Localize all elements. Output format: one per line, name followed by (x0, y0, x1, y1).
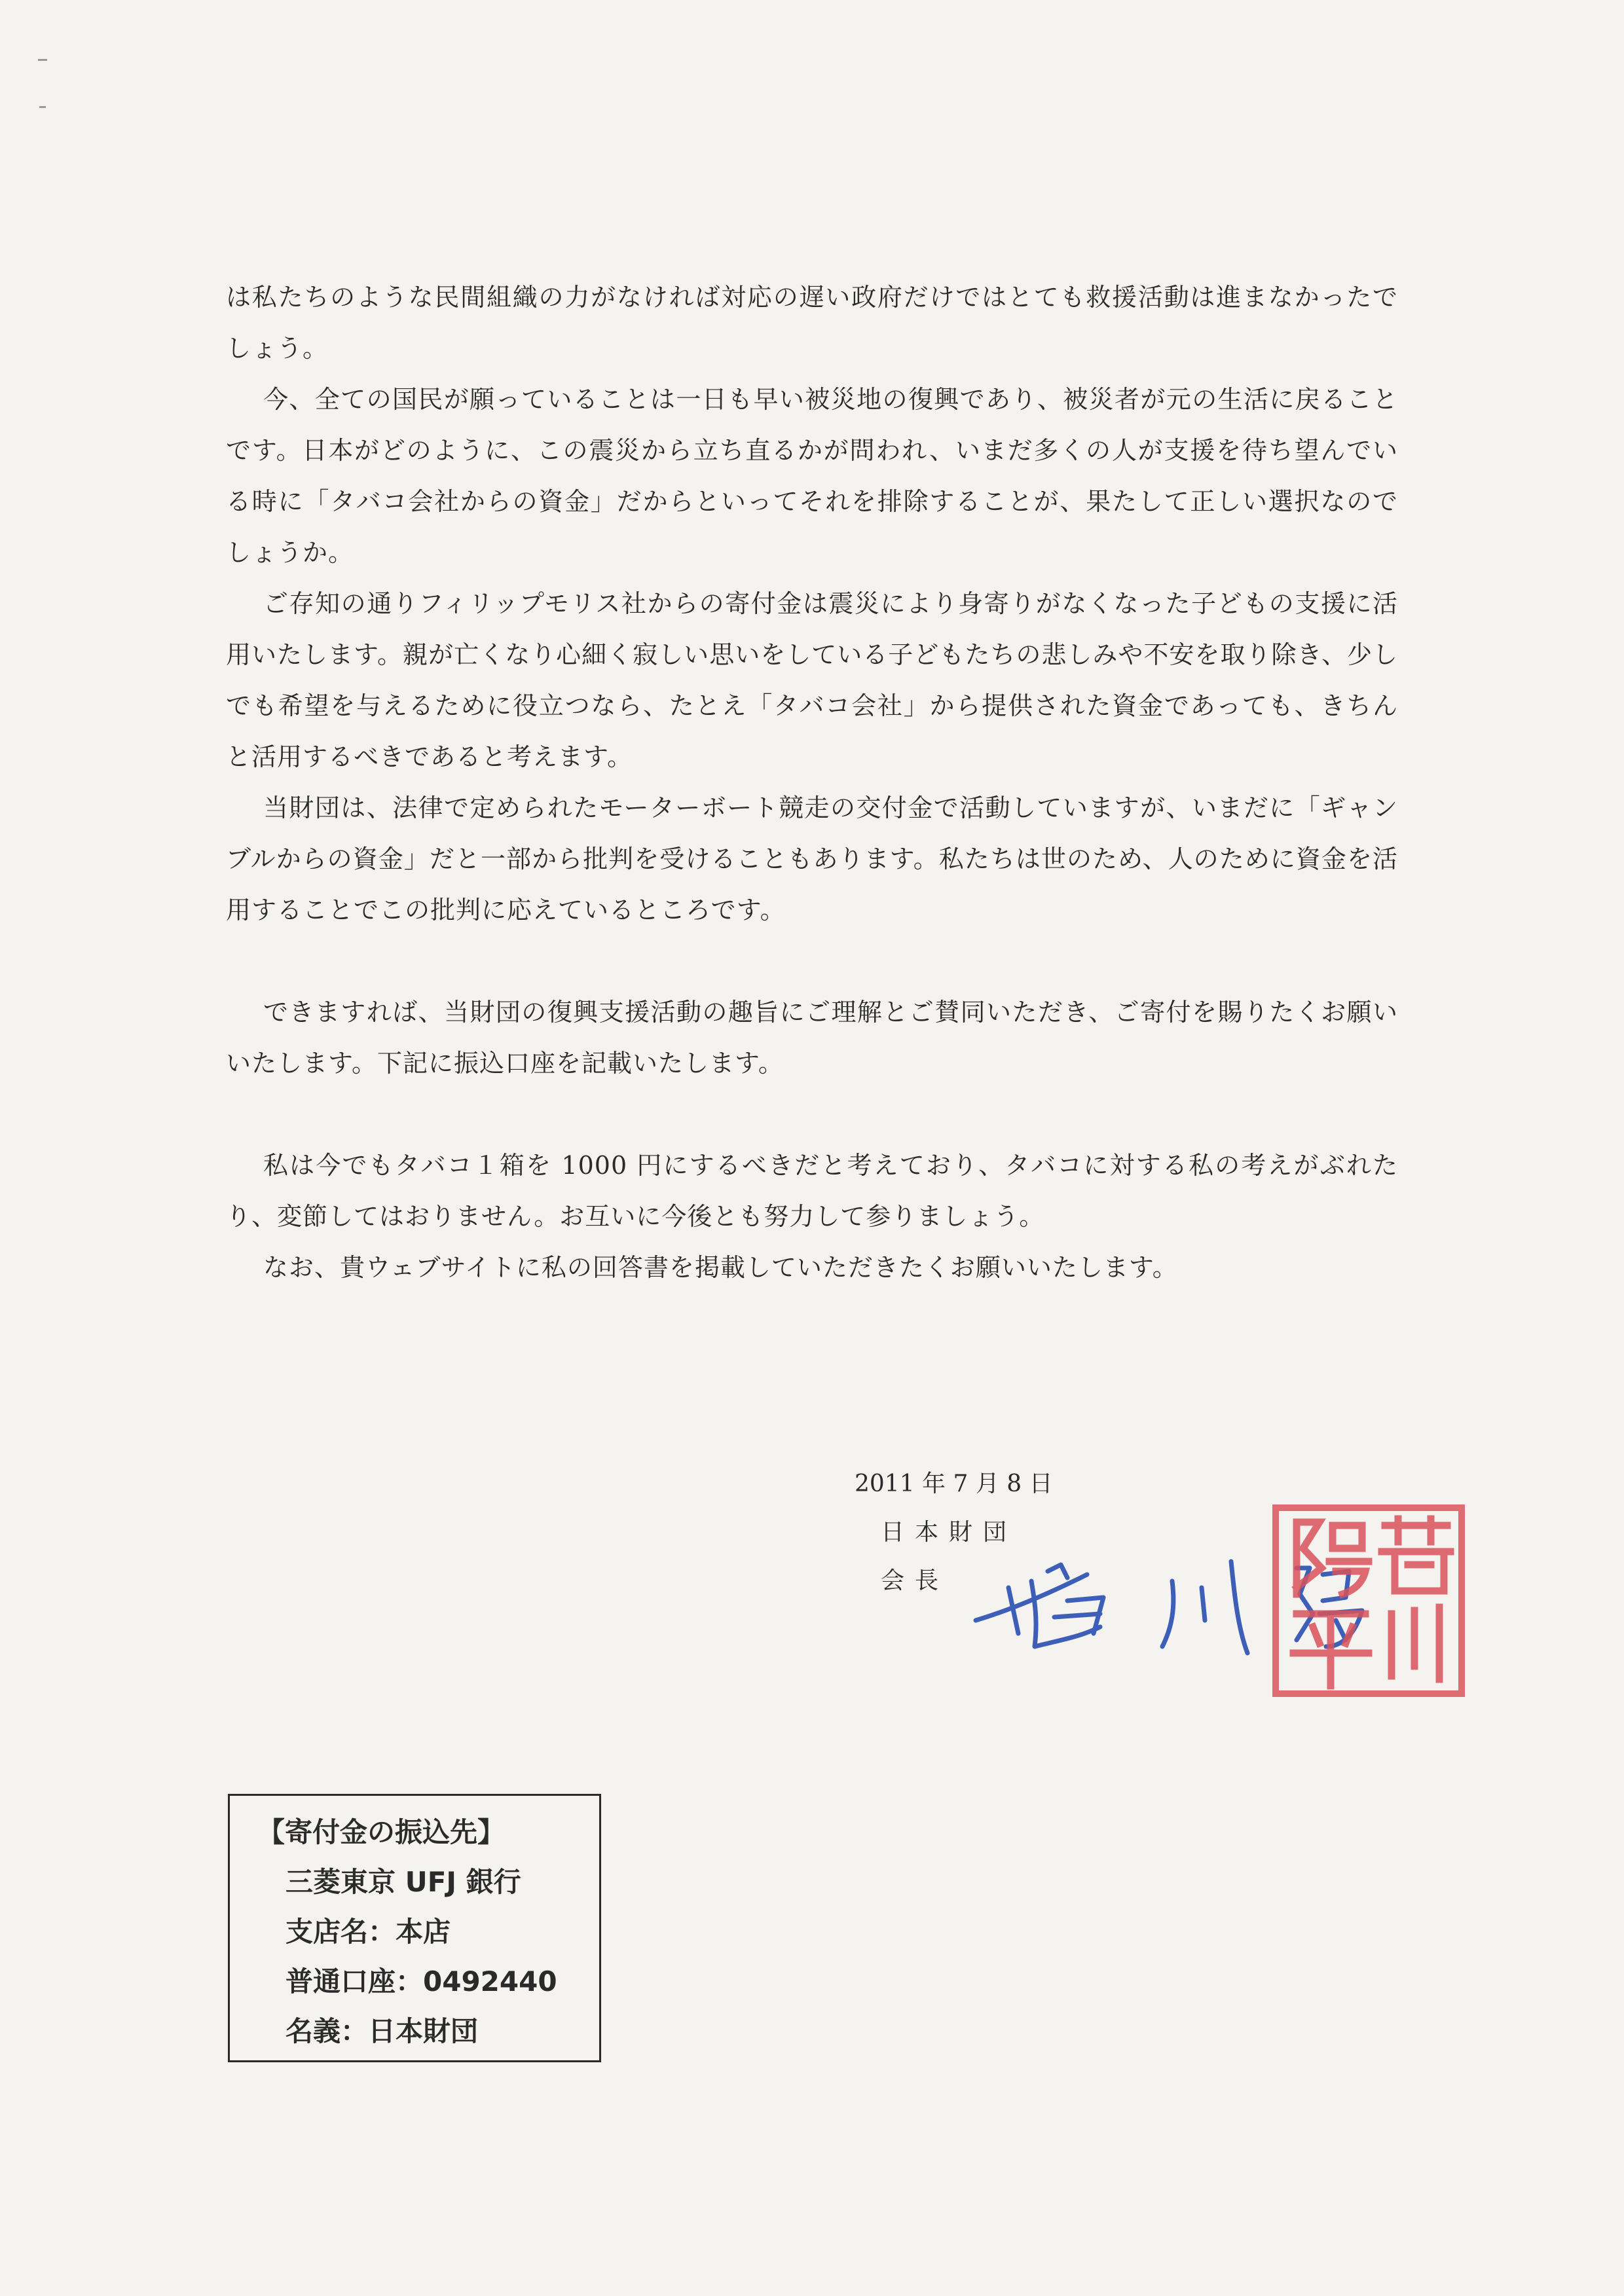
letter-paragraph: 今、全ての国民が願っていることは一日も早い被災地の復興であり、被災者が元の生活に戻ることです。日本がどのように、この震災から立ち直るかが問われ、いまだ多くの人が支援を待ち望んでいる時に「タバコ会社からの資金」だからといってそれを排除することが、果たして正しい選択なのでしょうか。 (226, 385, 1398, 567)
name-seal (1270, 1503, 1467, 1699)
letter-paragraph: なお、貴ウェブサイトに私の回答書を掲載していただきたくお願いいたします。 (263, 1253, 1178, 1282)
organization-name: 日本財団 (881, 1519, 1018, 1546)
bank-branch: 支店名：本店 (286, 1916, 451, 1948)
letter-paragraph: 当財団は、法律で定められたモーターボート競走の交付金で活動していますが、いまだに「ギャンブルからの資金」だと一部から批判を受けることもあります。私たちは世のため、人のために資金を活用することでこの批判に応えているところです。 (226, 793, 1398, 924)
letter-paragraph: できますれば、当財団の復興支援活動の趣旨にご理解とご賛同いただき、ご寄付を賜りたくお願いいたします。下記に振込口座を記載いたします。 (226, 998, 1398, 1078)
letter-paragraph: 私は今でもタバコ１箱を 1000 円にするべきだと考えており、タバコに対する私の考えがぶれたり、変節してはおりません。お互いに今後とも努力して参りましょう。 (226, 1151, 1398, 1231)
bank-name: 三菱東京 UFJ 銀行 (286, 1866, 521, 1898)
bank-account: 普通口座：0492440 (286, 1965, 557, 1997)
scan-mark (39, 106, 46, 108)
account-holder: 名義：日本財団 (286, 2015, 479, 2047)
letter-body (226, 272, 1398, 1293)
scan-mark (38, 59, 47, 61)
letter-paragraph: ご存知の通りフィリップモリス社からの寄付金は震災により身寄りがなくなった子どもの支援に活用いたします。親が亡くなり心細く寂しい思いをしている子どもたちの悲しみや不安を取り除き、少しでも希望を与えるために役立つなら、たとえ「タバコ会社」から提供された資金であっても、きちんと活用するべきであると考えます。 (226, 589, 1398, 771)
letter-paragraph: は私たちのような民間組織の力がなければ対応の遅い政府だけではとても救援活動は進まなかったでしょう。 (226, 283, 1398, 363)
bank-transfer-box (228, 1794, 601, 2062)
bank-box-heading: 【寄付金の振込先】 (257, 1816, 506, 1848)
signer-title: 会長 (881, 1567, 950, 1594)
letter-date: 2011 年 7 月 8 日 (855, 1470, 1053, 1497)
